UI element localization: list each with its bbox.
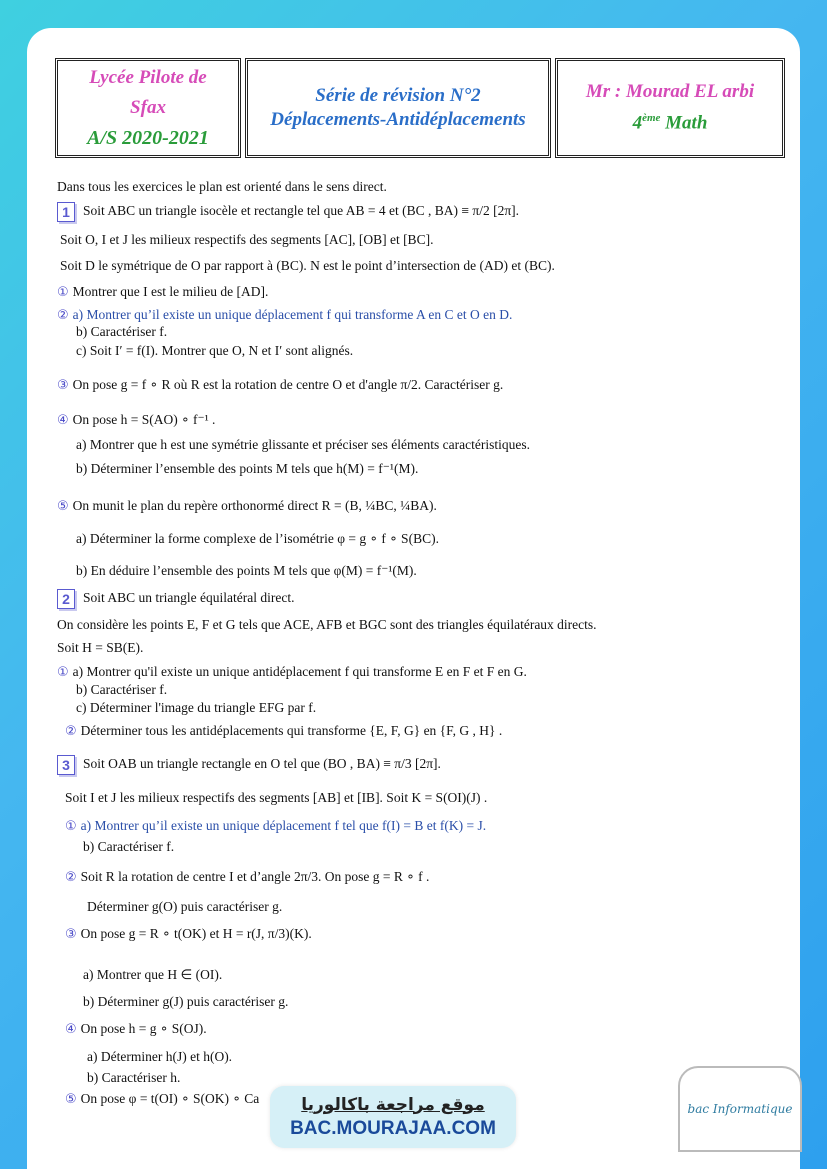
intro-text: Dans tous les exercices le plan est orienté dans le sens direct. [57, 179, 387, 194]
ex3-question-3a: a) Montrer que H ∈ (OI). [83, 967, 223, 982]
ex2-question-1a: ① a) Montrer qu'il existe un unique antidéplacement f qui transforme E en F et F en G. [57, 664, 527, 680]
series-title: Série de révision N°2 [315, 85, 481, 106]
school-box [55, 58, 241, 158]
ex3-question-4b: b) Caractériser h. [87, 1070, 181, 1085]
watermark-site-link[interactable]: BAC.MOURAJAA.COM [290, 1117, 496, 1139]
exercise-number-badge: 1 [57, 202, 75, 222]
question-4b: b) Déterminer l’ensemble des points M tels que h(M) = f⁻¹(M). [76, 461, 419, 476]
exercise-number-badge: 2 [57, 589, 75, 609]
school-name-line1: Lycée Pilote de [89, 67, 207, 88]
ex2-question-1c: c) Déterminer l'image du triangle EFG par f. [76, 700, 317, 715]
question-4a: a) Montrer que h est une symétrie glissante et préciser ses éléments caractéristiques. [76, 437, 530, 452]
ex3-question-4: ④ On pose h = g ∘ S(OJ). [65, 1021, 207, 1037]
exercise-2-line2: On considère les points E, F et G tels que ACE, AFB et BGC sont des triangles équilatéraux directs. [57, 617, 597, 632]
teacher-box [555, 58, 785, 158]
bac-informatique-logo [678, 1066, 802, 1152]
exercise-1-line3: Soit D le symétrique de O par rapport à (BC). N est le point d’intersection de (AD) et (BC). [60, 258, 555, 273]
exercise-2-line3: Soit H = SB(E). [57, 640, 144, 655]
exercise-3-line2: Soit I et J les milieux respectifs des segments [AB] et [IB]. Soit K = S(OI)(J) . [65, 790, 488, 805]
question-3: ③ On pose g = f ∘ R où R est la rotation de centre O et d'angle π/2. Caractériser g. [57, 377, 504, 393]
ex3-question-2-line2: Déterminer g(O) puis caractériser g. [87, 899, 283, 914]
ex2-question-1b: b) Caractériser f. [76, 682, 168, 697]
series-box [245, 58, 551, 158]
class-level: 4ème Math [632, 112, 708, 134]
question-5b: b) En déduire l’ensemble des points M tels que φ(M) = f⁻¹(M). [76, 563, 417, 578]
ex2-question-2: ② Déterminer tous les antidéplacements qui transforme {E, F, G} en {F, G , H} . [65, 723, 503, 739]
teacher-name: Mr : Mourad EL arbi [585, 81, 755, 103]
school-year: A/S 2020-2021 [87, 127, 209, 149]
ex3-question-1b: b) Caractériser f. [83, 839, 175, 854]
exercise-1-statement: 1 Soit ABC un triangle isocèle et rectangle tel que AB = 4 et (BC , BA) ≡ π/2 [2π]. [57, 202, 519, 222]
exercise-3-statement: 3 Soit OAB un triangle rectangle en O tel que (BO , BA) ≡ π/3 [2π]. [57, 755, 441, 775]
logo-text: bac Informatique [687, 1102, 793, 1116]
ex3-question-5: ⑤ On pose φ = t(OI) ∘ S(OK) ∘ Ca [65, 1091, 260, 1107]
header [55, 58, 785, 156]
series-subject: Déplacements-Antidéplacements [270, 109, 526, 130]
document-page [27, 28, 800, 1169]
ex3-question-3: ③ On pose g = R ∘ t(OK) et H = r(J, π/3)(K). [65, 926, 312, 942]
site-watermark[interactable] [270, 1086, 516, 1148]
question-2b: b) Caractériser f. [76, 324, 168, 339]
exercise-2-statement: 2 Soit ABC un triangle équilatéral direct. [57, 589, 294, 609]
question-4: ④ On pose h = S(AO) ∘ f⁻¹ . [57, 412, 216, 428]
school-name-line2: Sfax [130, 97, 166, 118]
question-2a: ② a) Montrer qu’il existe un unique déplacement f qui transforme A en C et O en D. [57, 307, 513, 323]
question-1: ① Montrer que I est le milieu de [AD]. [57, 284, 269, 300]
exercise-1-line2: Soit O, I et J les milieux respectifs des segments [AC], [OB] et [BC]. [60, 232, 434, 247]
question-5a: a) Déterminer la forme complexe de l’isométrie φ = g ∘ f ∘ S(BC). [76, 531, 439, 546]
exercise-number-badge: 3 [57, 755, 75, 775]
ex3-question-2: ② Soit R la rotation de centre I et d’angle 2π/3. On pose g = R ∘ f . [65, 869, 430, 885]
ex3-question-1a: ① a) Montrer qu’il existe un unique déplacement f tel que f(I) = B et f(K) = J. [65, 818, 487, 834]
ex3-question-4a: a) Déterminer h(J) et h(O). [87, 1049, 233, 1064]
question-2c: c) Soit I′ = f(I). Montrer que O, N et I′ sont alignés. [76, 343, 354, 358]
question-5: ⑤ On munit le plan du repère orthonormé direct R = (B, ¼BC, ¼BA). [57, 498, 437, 514]
ex3-question-3b: b) Déterminer g(J) puis caractériser g. [83, 994, 289, 1009]
watermark-arabic-text: موقع مراجعة باكالوريا [301, 1094, 485, 1115]
